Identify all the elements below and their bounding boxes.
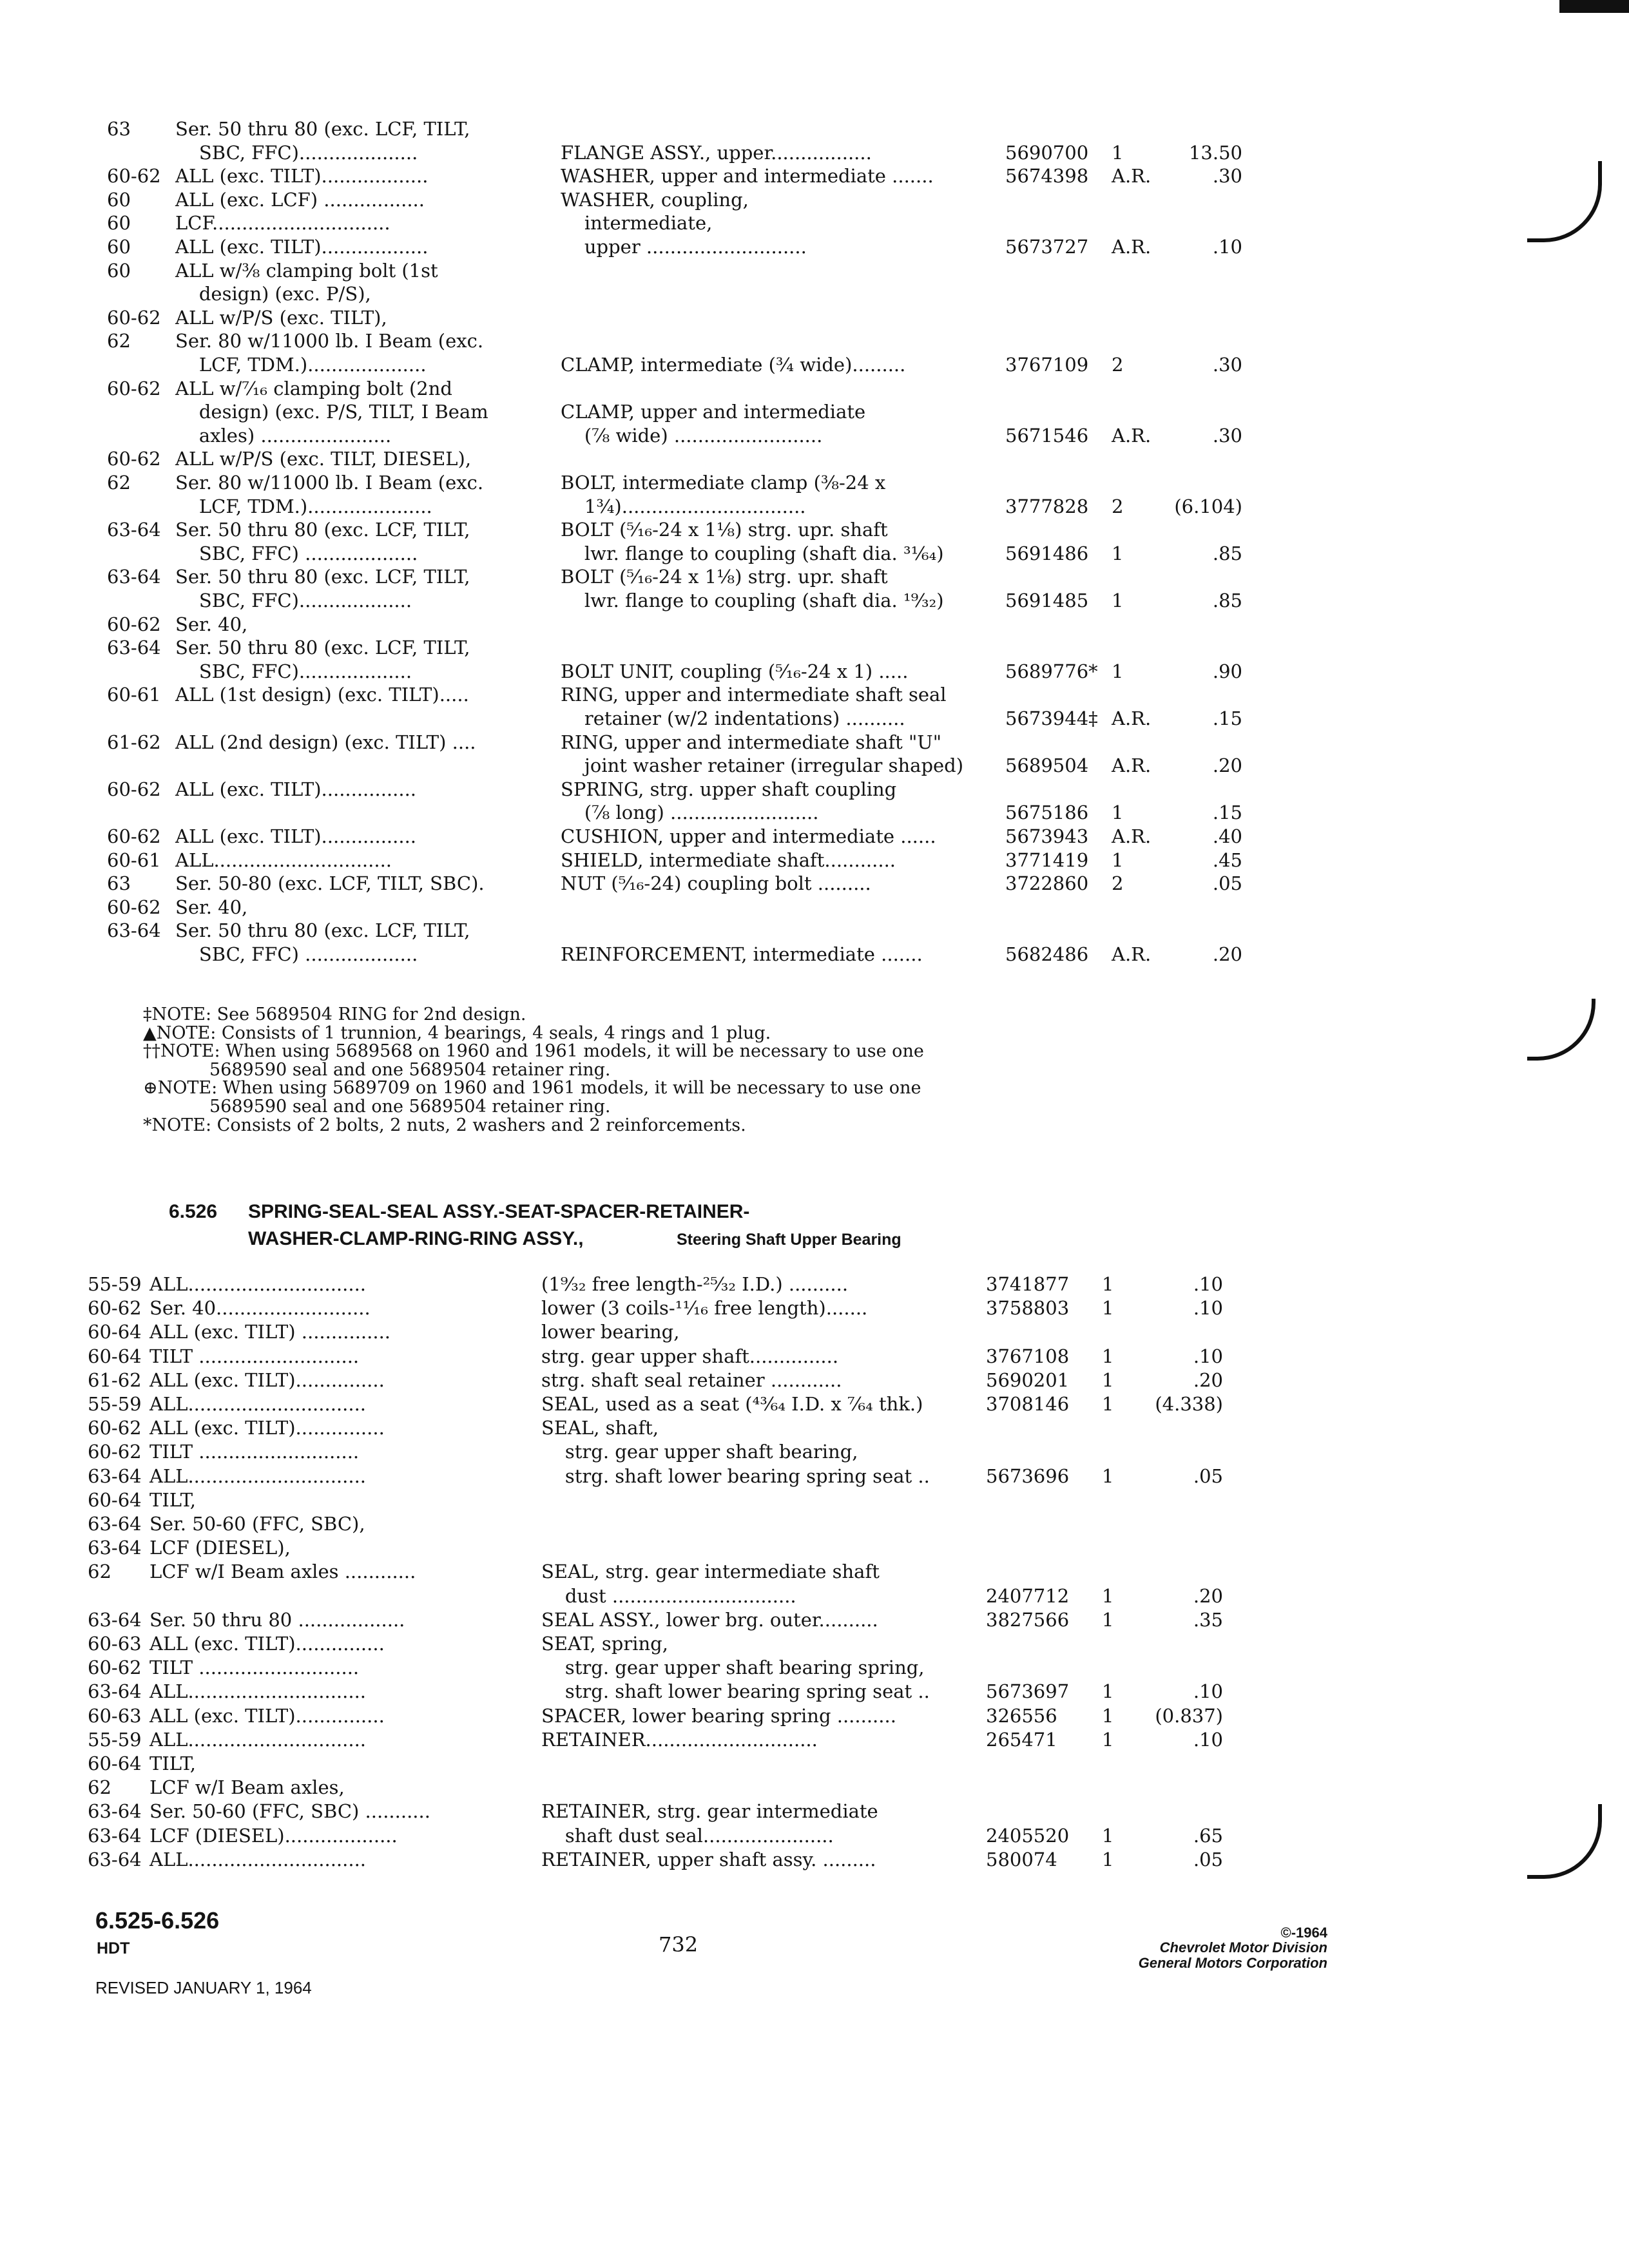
price: .20 <box>1193 1584 1223 1607</box>
application: ALL (exc. TILT) ............... <box>149 1321 391 1343</box>
note-line: ‡NOTE: See 5689504 RING for 2nd design. <box>143 1004 526 1024</box>
price: .10 <box>1193 1273 1223 1295</box>
price: (4.338) <box>1155 1393 1223 1415</box>
part-description: BOLT, intermediate clamp (⅜-24 x <box>561 472 886 494</box>
note-line: *NOTE: Consists of 2 bolts, 2 nuts, 2 washers and 2 reinforcements. <box>143 1115 746 1135</box>
price: (6.104) <box>1174 495 1242 517</box>
application: Ser. 50 thru 80 (exc. LCF, TILT, <box>175 118 470 140</box>
scan-mark <box>1527 999 1595 1061</box>
year-range: 60-62 <box>107 613 161 635</box>
year-range: 60 <box>107 259 131 282</box>
year-range: 61-62 <box>107 731 161 753</box>
quantity: 1 <box>1102 1680 1114 1703</box>
part-description: strg. gear upper shaft bearing, <box>541 1441 858 1463</box>
footer-revised: REVISED JANUARY 1, 1964 <box>95 1978 312 1997</box>
year-range: 60 <box>107 212 131 235</box>
application: ALL.............................. <box>149 1273 367 1295</box>
application: SBC, FFC)................... <box>175 660 412 682</box>
quantity: 1 <box>1102 1369 1114 1391</box>
application: ALL.............................. <box>149 1728 367 1751</box>
application: Ser. 50 thru 80 .................. <box>149 1608 405 1631</box>
part-number: 5690700 <box>1005 141 1089 164</box>
application: Ser. 80 w/11000 lb. I Beam (exc. <box>175 330 484 352</box>
year-range: 63-64 <box>88 1680 142 1703</box>
quantity: 1 <box>1102 1584 1114 1607</box>
quantity: 1 <box>1112 660 1124 682</box>
application: ALL (1st design) (exc. TILT)..... <box>175 684 469 706</box>
quantity: 1 <box>1102 1345 1114 1367</box>
price: .30 <box>1212 424 1242 447</box>
quantity: 1 <box>1102 1297 1114 1320</box>
part-description: (⅞ long) ......................... <box>561 802 819 824</box>
price: 13.50 <box>1188 141 1242 164</box>
application: Ser. 50-60 (FFC, SBC), <box>149 1513 365 1535</box>
part-number: 5689776* <box>1005 660 1098 682</box>
year-range: 63-64 <box>88 1848 142 1870</box>
application: axles) ...................... <box>175 424 392 447</box>
year-range: 60-62 <box>88 1297 142 1320</box>
part-number: 5691486 <box>1005 542 1089 564</box>
quantity: 1 <box>1102 1728 1114 1751</box>
application: ALL.............................. <box>149 1393 367 1415</box>
application: Ser. 50 thru 80 (exc. LCF, TILT, <box>175 637 470 659</box>
part-description: strg. shaft lower bearing spring seat .. <box>541 1465 930 1487</box>
year-range: 63-64 <box>107 519 161 541</box>
section-title-line-1: SPRING-SEAL-SEAL ASSY.-SEAT-SPACER-RETAINER- <box>248 1201 750 1222</box>
quantity: A.R. <box>1112 165 1152 187</box>
price: .05 <box>1212 872 1242 895</box>
quantity: 1 <box>1102 1848 1114 1870</box>
application: ALL (exc. LCF) ................. <box>175 188 425 211</box>
year-range: 60-62 <box>107 825 161 847</box>
quantity: 1 <box>1102 1704 1114 1727</box>
year-range: 63-64 <box>88 1465 142 1487</box>
year-range: 60-64 <box>88 1488 142 1511</box>
application: ALL w/⁷⁄₁₆ clamping bolt (2nd <box>175 377 452 399</box>
application: SBC, FFC) ................... <box>175 542 418 564</box>
application: TILT ........................... <box>149 1441 360 1463</box>
quantity: 1 <box>1102 1465 1114 1487</box>
price: .85 <box>1212 590 1242 611</box>
part-number: 3708146 <box>986 1393 1070 1415</box>
application: SBC, FFC)................... <box>175 590 412 611</box>
year-range: 60-62 <box>107 377 161 399</box>
price: .15 <box>1212 802 1242 824</box>
part-number: 5690201 <box>986 1369 1070 1391</box>
part-number: 5673944‡ <box>1005 707 1098 729</box>
quantity: 2 <box>1112 354 1124 376</box>
year-range: 60-64 <box>88 1753 142 1774</box>
quantity: 1 <box>1102 1393 1114 1415</box>
application: ALL w/P/S (exc. TILT, DIESEL), <box>175 448 472 470</box>
part-description: lwr. flange to coupling (shaft dia. ³¹⁄₆₄) <box>561 542 944 564</box>
quantity: A.R. <box>1112 825 1152 847</box>
application: Ser. 40, <box>175 613 248 635</box>
application: ALL (2nd design) (exc. TILT) .... <box>175 731 476 753</box>
part-number: 3767109 <box>1005 354 1089 376</box>
part-number: 326556 <box>986 1704 1057 1727</box>
part-description: RETAINER............................. <box>541 1728 818 1751</box>
part-description: WASHER, coupling, <box>561 188 749 211</box>
application: LCF w/I Beam axles ............ <box>149 1561 416 1583</box>
note-line: 5689590 seal and one 5689504 retainer ring. <box>143 1097 611 1117</box>
year-range: 55-59 <box>88 1728 142 1751</box>
part-number: 265471 <box>986 1728 1057 1751</box>
part-description: SEAL, used as a seat (⁴³⁄₆₄ I.D. x ⁷⁄₆₄ thk.) <box>541 1393 923 1415</box>
year-range: 63-64 <box>88 1608 142 1631</box>
year-range: 60-63 <box>88 1633 142 1655</box>
quantity: 1 <box>1112 542 1124 564</box>
year-range: 60-62 <box>107 448 161 470</box>
application: Ser. 40.......................... <box>149 1297 371 1320</box>
price: .30 <box>1212 165 1242 187</box>
price: .10 <box>1193 1345 1223 1367</box>
application: Ser. 50 thru 80 (exc. LCF, TILT, <box>175 519 470 541</box>
part-description: SEAT, spring, <box>541 1633 668 1655</box>
year-range: 60-61 <box>107 684 161 706</box>
quantity: 1 <box>1112 590 1124 611</box>
application: Ser. 50-60 (FFC, SBC) ........... <box>149 1800 430 1823</box>
part-description: joint washer retainer (irregular shaped) <box>561 754 964 777</box>
year-range: 60-61 <box>107 849 161 871</box>
part-number: 2405520 <box>986 1824 1070 1847</box>
application: ALL (exc. TILT)............... <box>149 1704 385 1727</box>
footer-division: Chevrolet Motor Division <box>1159 1939 1327 1956</box>
part-description: WASHER, upper and intermediate ....... <box>561 165 934 187</box>
part-number: 5674398 <box>1005 165 1089 187</box>
part-description: 1¾)............................... <box>561 495 806 517</box>
quantity: 1 <box>1112 141 1124 164</box>
quantity: 1 <box>1112 849 1124 871</box>
part-number: 3771419 <box>1005 849 1089 871</box>
part-description: (1⁹⁄₃₂ free length-²⁵⁄₃₂ I.D.) .......... <box>541 1273 849 1295</box>
application: TILT, <box>149 1488 196 1511</box>
price: .20 <box>1212 943 1242 965</box>
year-range: 55-59 <box>88 1393 142 1415</box>
year-range: 63 <box>107 118 131 140</box>
part-description: strg. shaft seal retainer ............ <box>541 1369 842 1391</box>
part-description: upper ........................... <box>561 236 807 258</box>
year-range: 63-64 <box>107 919 161 942</box>
application: Ser. 80 w/11000 lb. I Beam (exc. <box>175 472 484 494</box>
application: ALL w/⅜ clamping bolt (1st <box>175 259 438 282</box>
part-number: 3827566 <box>986 1608 1070 1631</box>
price: .05 <box>1193 1848 1223 1870</box>
application: LCF (DIESEL), <box>149 1537 291 1559</box>
year-range: 60-62 <box>107 778 161 800</box>
year-range: 61-62 <box>88 1369 142 1391</box>
quantity: 1 <box>1102 1824 1114 1847</box>
year-range: 55-59 <box>88 1273 142 1295</box>
footer-section-range: 6.525-6.526 <box>95 1907 220 1934</box>
part-description: SPRING, strg. upper shaft coupling <box>561 778 897 800</box>
year-range: 60-64 <box>88 1345 142 1367</box>
year-range: 63-64 <box>88 1800 142 1823</box>
note-line: ††NOTE: When using 5689568 on 1960 and 1961 models, it will be necessary to use one <box>143 1041 924 1062</box>
part-description: RING, upper and intermediate shaft seal <box>561 684 947 706</box>
corner-edge-mark <box>1559 0 1629 13</box>
application: ALL (exc. TILT).................. <box>175 165 429 187</box>
part-description: SHIELD, intermediate shaft............ <box>561 849 896 871</box>
price: .10 <box>1193 1728 1223 1751</box>
price: .35 <box>1193 1608 1223 1631</box>
year-range: 60-62 <box>88 1657 142 1679</box>
year-range: 60 <box>107 236 131 258</box>
section-title-line-2: WASHER-CLAMP-RING-RING ASSY., <box>248 1228 584 1249</box>
part-number: 5689504 <box>1005 754 1089 777</box>
year-range: 60-63 <box>88 1704 142 1727</box>
price: .10 <box>1193 1297 1223 1320</box>
quantity: 1 <box>1102 1608 1114 1631</box>
part-number: 3777828 <box>1005 495 1089 517</box>
part-number: 3741877 <box>986 1273 1070 1295</box>
application: ALL (exc. TILT)................ <box>175 825 417 847</box>
price: .40 <box>1212 825 1242 847</box>
application: ALL (exc. TILT).................. <box>175 236 429 258</box>
year-range: 63-64 <box>88 1824 142 1847</box>
quantity: 2 <box>1112 872 1124 895</box>
application: TILT ........................... <box>149 1345 360 1367</box>
year-range: 60-62 <box>107 896 161 918</box>
application: TILT ........................... <box>149 1657 360 1679</box>
application: ALL.............................. <box>149 1680 367 1703</box>
part-description: (⅞ wide) ......................... <box>561 424 823 447</box>
price: .20 <box>1193 1369 1223 1391</box>
part-description: FLANGE ASSY., upper................. <box>561 141 872 164</box>
footer-code: HDT <box>97 1939 130 1957</box>
part-description: RETAINER, upper shaft assy. ......... <box>541 1848 876 1870</box>
note-line: ▲NOTE: Consists of 1 trunnion, 4 bearings, 4 seals, 4 rings and 1 plug. <box>143 1023 771 1043</box>
year-range: 60-62 <box>107 306 161 329</box>
year-range: 62 <box>88 1776 111 1799</box>
scan-mark <box>1527 1804 1602 1879</box>
part-description: strg. shaft lower bearing spring seat .. <box>541 1680 930 1703</box>
part-number: 3722860 <box>1005 872 1089 895</box>
application: design) (exc. P/S, TILT, I Beam <box>175 401 488 423</box>
price: .85 <box>1212 542 1242 564</box>
section-subtitle: Steering Shaft Upper Bearing <box>677 1231 901 1249</box>
price: .10 <box>1193 1680 1223 1703</box>
application: ALL (exc. TILT)................ <box>175 778 417 800</box>
part-description: SPACER, lower bearing spring .......... <box>541 1704 896 1727</box>
part-number: 5671546 <box>1005 424 1089 447</box>
application: LCF, TDM.).................... <box>175 354 427 376</box>
part-number: 5675186 <box>1005 802 1089 824</box>
application: SBC, FFC) ................... <box>175 943 418 965</box>
year-range: 63-64 <box>107 637 161 659</box>
part-description: RING, upper and intermediate shaft "U" <box>561 731 942 753</box>
year-range: 60-64 <box>88 1321 142 1343</box>
application: ALL.............................. <box>149 1465 367 1487</box>
footer-copyright: ©-1964 <box>1280 1925 1327 1941</box>
year-range: 63-64 <box>88 1513 142 1535</box>
part-description: SEAL ASSY., lower brg. outer.......... <box>541 1608 878 1631</box>
year-range: 60-62 <box>88 1441 142 1463</box>
application: design) (exc. P/S), <box>175 283 371 305</box>
part-description: lower bearing, <box>541 1321 680 1343</box>
price: .30 <box>1212 354 1242 376</box>
year-range: 62 <box>107 472 131 494</box>
application: ALL (exc. TILT)............... <box>149 1369 385 1391</box>
part-description: CUSHION, upper and intermediate ...... <box>561 825 936 847</box>
part-description: CLAMP, intermediate (¾ wide)......... <box>561 354 906 376</box>
application: Ser. 50 thru 80 (exc. LCF, TILT, <box>175 919 470 942</box>
price: .10 <box>1212 236 1242 258</box>
part-description: SEAL, shaft, <box>541 1417 659 1439</box>
application: ALL w/P/S (exc. TILT), <box>175 306 387 329</box>
application: ALL.............................. <box>149 1848 367 1870</box>
quantity: A.R. <box>1112 943 1152 965</box>
part-number: 5673697 <box>986 1680 1070 1703</box>
application: LCF (DIESEL)................... <box>149 1824 398 1847</box>
part-description: BOLT (⁵⁄₁₆-24 x 1⅛) strg. upr. shaft <box>561 519 888 541</box>
part-description: BOLT UNIT, coupling (⁵⁄₁₆-24 x 1) ..... <box>561 660 909 682</box>
price: .20 <box>1212 754 1242 777</box>
price: (0.837) <box>1155 1704 1223 1727</box>
part-description: strg. gear upper shaft............... <box>541 1345 839 1367</box>
quantity: A.R. <box>1112 424 1152 447</box>
application: Ser. 40, <box>175 896 248 918</box>
part-description: SEAL, strg. gear intermediate shaft <box>541 1561 880 1583</box>
year-range: 60-62 <box>107 165 161 187</box>
quantity: A.R. <box>1112 707 1152 729</box>
part-description: REINFORCEMENT, intermediate ....... <box>561 943 923 965</box>
application: Ser. 50 thru 80 (exc. LCF, TILT, <box>175 566 470 588</box>
part-number: 5691485 <box>1005 590 1089 611</box>
part-number: 580074 <box>986 1848 1057 1870</box>
application: LCF w/I Beam axles, <box>149 1776 345 1799</box>
part-description: lower (3 coils-¹¹⁄₁₆ free length)....... <box>541 1297 868 1320</box>
price: .15 <box>1212 707 1242 729</box>
price: .65 <box>1193 1824 1223 1847</box>
quantity: 1 <box>1102 1273 1114 1295</box>
footer-page-number: 732 <box>659 1932 699 1957</box>
part-number: 2407712 <box>986 1584 1070 1607</box>
quantity: A.R. <box>1112 236 1152 258</box>
year-range: 60 <box>107 188 131 211</box>
part-number: 3758803 <box>986 1297 1070 1320</box>
part-number: 5673727 <box>1005 236 1089 258</box>
year-range: 60-62 <box>88 1417 142 1439</box>
application: ALL (exc. TILT)............... <box>149 1633 385 1655</box>
part-number: 5673943 <box>1005 825 1089 847</box>
part-description: dust ............................... <box>541 1584 796 1607</box>
part-description: shaft dust seal...................... <box>541 1824 834 1847</box>
price: .45 <box>1212 849 1242 871</box>
part-description: retainer (w/2 indentations) .......... <box>561 707 905 729</box>
year-range: 63-64 <box>107 566 161 588</box>
year-range: 63-64 <box>88 1537 142 1559</box>
quantity: 1 <box>1112 802 1124 824</box>
part-number: 3767108 <box>986 1345 1070 1367</box>
application: SBC, FFC).................... <box>175 141 418 164</box>
quantity: A.R. <box>1112 754 1152 777</box>
part-number: 5673696 <box>986 1465 1070 1487</box>
part-number: 5682486 <box>1005 943 1089 965</box>
application: ALL (exc. TILT)............... <box>149 1417 385 1439</box>
part-description: RETAINER, strg. gear intermediate <box>541 1800 878 1823</box>
application: LCF, TDM.)..................... <box>175 495 432 517</box>
year-range: 62 <box>88 1561 111 1583</box>
application: LCF.............................. <box>175 212 390 235</box>
price: .05 <box>1193 1465 1223 1487</box>
note-line: ⊕NOTE: When using 5689709 on 1960 and 1961 models, it will be necessary to use one <box>143 1078 921 1099</box>
part-description: NUT (⁵⁄₁₆-24) coupling bolt ......... <box>561 872 871 895</box>
year-range: 63 <box>107 872 131 895</box>
application: Ser. 50-80 (exc. LCF, TILT, SBC). <box>175 872 485 895</box>
year-range: 62 <box>107 330 131 352</box>
quantity: 2 <box>1112 495 1124 517</box>
footer-corporation: General Motors Corporation <box>1138 1955 1327 1971</box>
part-description: CLAMP, upper and intermediate <box>561 401 866 423</box>
part-description: BOLT (⁵⁄₁₆-24 x 1⅛) strg. upr. shaft <box>561 566 888 588</box>
application: TILT, <box>149 1753 196 1774</box>
section-number: 6.526 <box>169 1201 218 1222</box>
note-line: 5689590 seal and one 5689504 retainer ring. <box>143 1059 611 1080</box>
part-description: intermediate, <box>561 212 713 235</box>
part-description: strg. gear upper shaft bearing spring, <box>541 1657 925 1679</box>
scan-mark <box>1527 161 1602 242</box>
part-description: lwr. flange to coupling (shaft dia. ¹⁹⁄₃₂) <box>561 590 944 611</box>
price: .90 <box>1212 660 1242 682</box>
application: ALL.............................. <box>175 849 392 871</box>
